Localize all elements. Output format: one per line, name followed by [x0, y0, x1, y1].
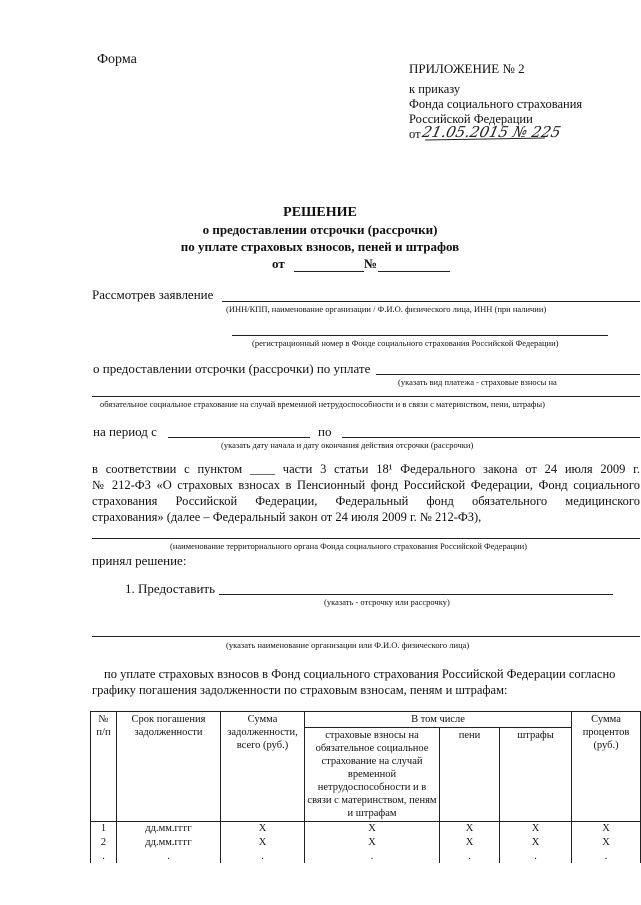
document-heading: РЕШЕНИЕ: [283, 205, 357, 220]
form-label: Форма: [97, 52, 137, 67]
law-line-3: страхования Российской Федерации, Федеральный фонд обязательного медицинского: [92, 494, 640, 508]
hint-period: (указать дату начала и дату окончания действия отсрочки (рассрочки): [221, 440, 474, 450]
cell-fines: X: [500, 836, 572, 850]
handwritten-date-text: 21.05.2015 № 225: [420, 123, 563, 141]
cell-term: дд.мм.гггг: [117, 822, 221, 837]
law-line-4: страхования» (далее – Федеральный закон от 24 июля 2009 г. № 212-ФЗ),: [92, 510, 482, 524]
payment-type-line-2: [92, 396, 640, 397]
repayment-schedule-table: [90, 711, 641, 863]
header-num: № п/п: [91, 712, 117, 822]
grant-label: 1. Предоставить: [125, 581, 216, 596]
title-date-prefix: от: [272, 256, 285, 271]
considered-label: Рассмотрев заявление: [92, 287, 214, 302]
grant-type-line: [219, 594, 613, 595]
cell-num: .: [91, 850, 117, 863]
cell-interest: X: [572, 822, 641, 837]
reg-number-line: [232, 335, 608, 336]
header-contributions: страховые взносы на обязательное социальное страхование на случай временной нетрудоспособности и в связи с материнством, пеням и штрафам: [305, 728, 440, 822]
cell-penalties: .: [440, 850, 500, 863]
hint-reg-number: (регистрационный номер в Фонде социального страхования Российской Федерации): [252, 338, 559, 348]
payment-type-line: [376, 374, 640, 375]
order-date-prefix: от: [409, 127, 421, 141]
period-end-line: [342, 437, 640, 438]
appendix-title: ПРИЛОЖЕНИЕ № 2: [409, 61, 525, 76]
header-fines: штрафы: [500, 728, 572, 822]
cell-total: X: [221, 836, 305, 850]
period-label: на период с: [93, 424, 157, 439]
header-interest: Сумма процентов (руб.): [572, 712, 641, 822]
cell-interest: X: [572, 836, 641, 850]
law-line-2: № 212-ФЗ «О страховых взносах в Пенсионный фонд Российской Федерации, Фонд социального: [92, 478, 640, 492]
deferral-label: о предоставлении отсрочки (рассрочки) по уплате: [93, 361, 371, 376]
title-number-sign: №: [364, 256, 378, 271]
table-row: [91, 822, 641, 837]
title-date-line: [294, 271, 364, 272]
cell-fines: .: [500, 850, 572, 863]
cell-contributions: .: [305, 850, 440, 863]
hint-territorial: (наименование территориального органа Фонда социального страхования Российской Федерации): [170, 541, 527, 551]
order-line-3: Российской Федерации: [409, 112, 533, 126]
cell-num: 2: [91, 836, 117, 850]
cell-penalties: X: [440, 836, 500, 850]
cell-term: дд.мм.гггг: [117, 836, 221, 850]
order-line-2: Фонда социального страхования: [409, 97, 583, 111]
title-line-1: о предоставлении отсрочки (рассрочки): [202, 222, 438, 237]
applicant-line: [222, 301, 640, 302]
table-row: [91, 850, 641, 863]
cell-interest: .: [572, 850, 641, 863]
cell-contributions: X: [305, 822, 440, 837]
cell-total: X: [221, 822, 305, 837]
header-total: Сумма задолженности, всего (руб.): [221, 712, 305, 822]
territorial-line: [92, 538, 640, 539]
schedule-line-1: по уплате страховых взносов в Фонд социального страхования Российской Федерации согласно: [104, 667, 616, 681]
header-term: Срок погашения задолженности: [117, 712, 221, 822]
hint-payment-type-cont: обязательное социальное страхование на случай временной нетрудоспособности и в связи с материнством, пени, штрафы): [100, 399, 545, 409]
cell-fines: X: [500, 822, 572, 837]
title-line-2: по уплате страховых взносов, пеней и штрафов: [180, 239, 460, 254]
hint-grant: (указать - отсрочку или рассрочку): [324, 597, 450, 607]
hint-org-name: (указать наименование организации или Ф.И.О. физического лица): [226, 640, 470, 650]
order-line-1: к приказу: [409, 82, 461, 96]
hint-applicant: (ИНН/КПП, наименование организации / Ф.И.О. физического лица, ИНН (при наличии): [226, 304, 547, 314]
cell-penalties: X: [440, 822, 500, 837]
law-line-1: в соответствии с пунктом ____ части 3 статьи 18¹ Федерального закона от 24 июля 2009 г.: [92, 462, 640, 476]
cell-num: 1: [91, 822, 117, 837]
cell-contributions: X: [305, 836, 440, 850]
hint-payment-type: (указать вид платежа - страховые взносы на: [398, 377, 557, 387]
handwritten-order-date: [420, 120, 563, 144]
cell-total: .: [221, 850, 305, 863]
period-to-label: по: [318, 424, 332, 439]
header-penalties: пени: [440, 728, 500, 822]
cell-term: .: [117, 850, 221, 863]
decided-label: принял решение:: [92, 553, 187, 568]
org-name-line: [92, 636, 640, 637]
schedule-line-2: графику погашения задолженности по страховым взносам, пеням и штрафам:: [92, 683, 508, 697]
header-including: В том числе: [305, 712, 572, 728]
period-start-line: [168, 437, 310, 438]
title-number-line: [378, 271, 450, 272]
table-row: [91, 836, 641, 850]
